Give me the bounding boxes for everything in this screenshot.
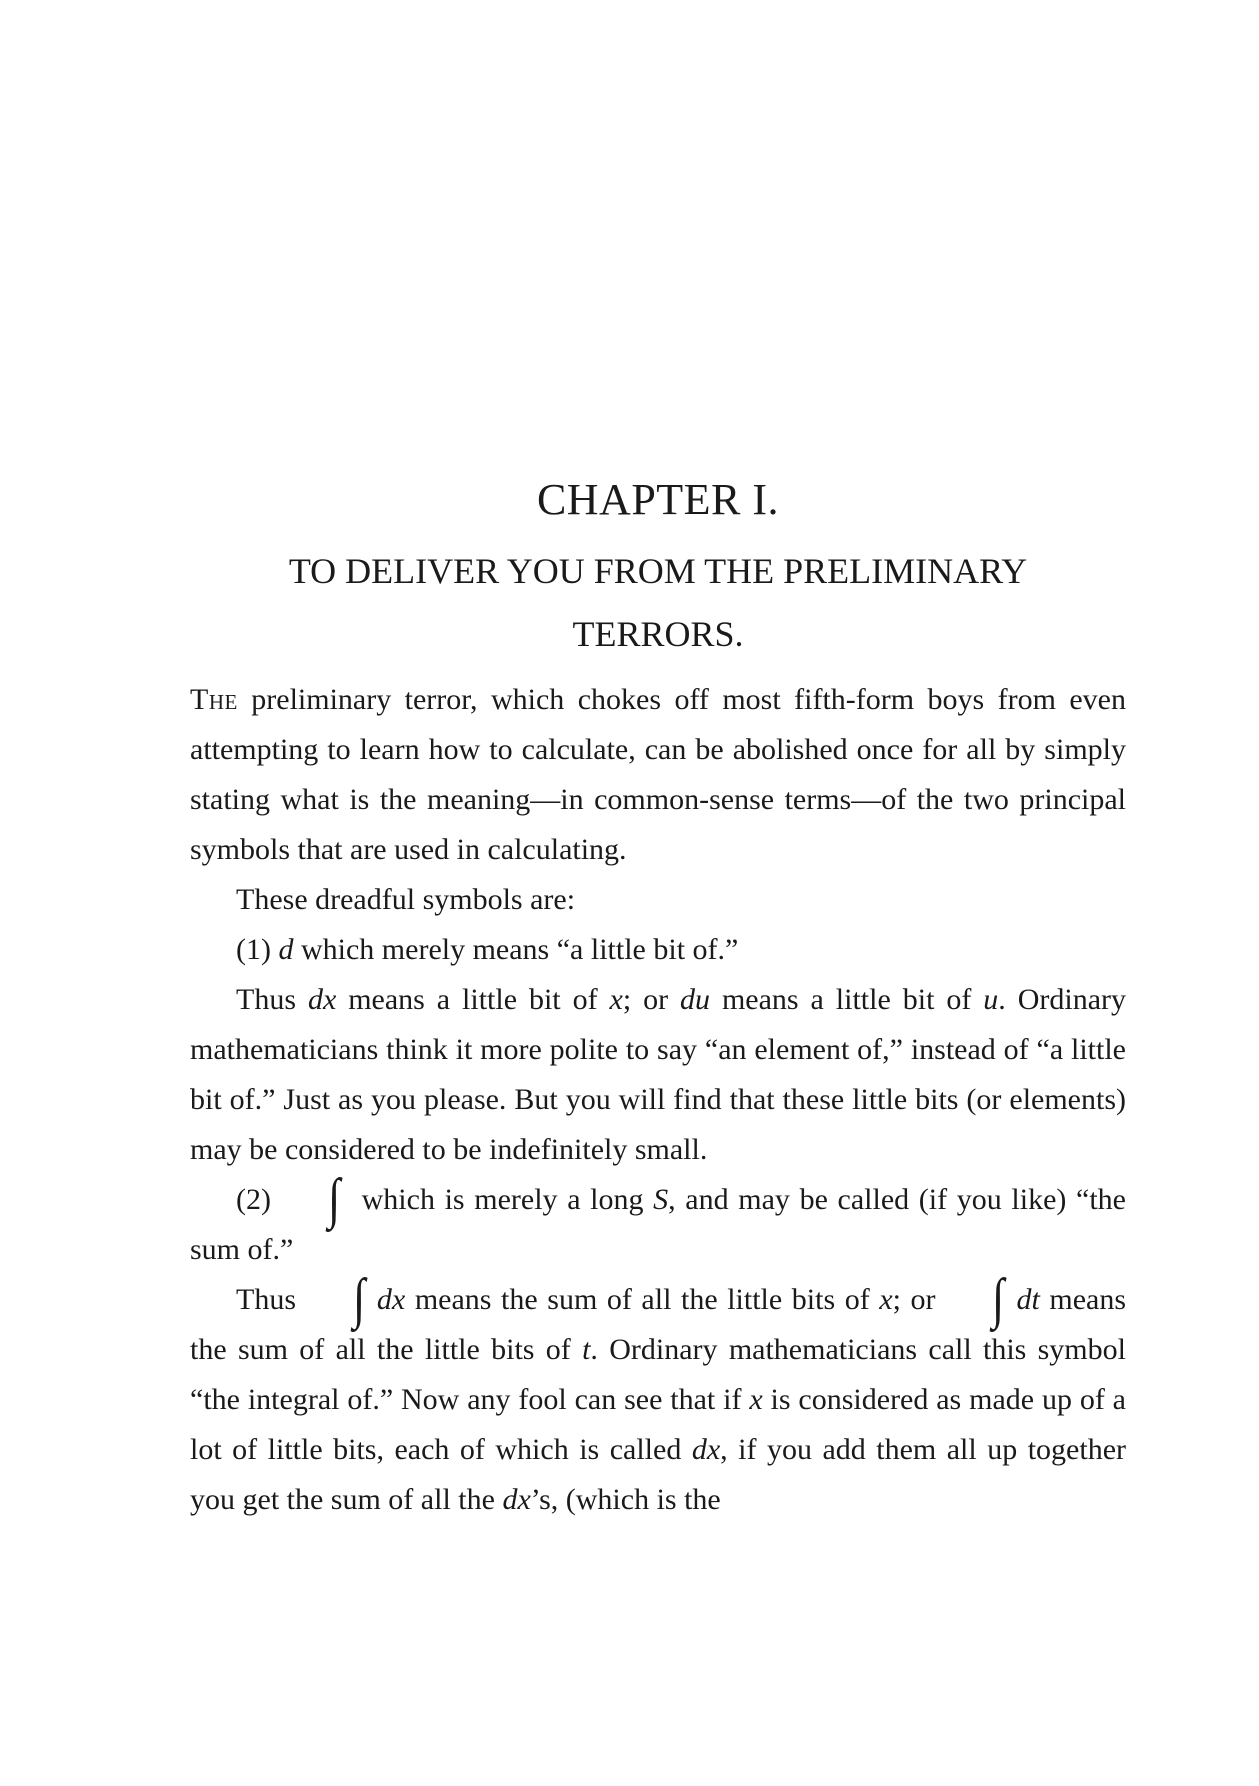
- math-x: x: [609, 983, 623, 1016]
- integral-sign: ∫: [327, 1168, 340, 1230]
- text-run: , and may be called (if you like) “the sum of.”: [190, 1183, 1127, 1266]
- math-dx: dx: [502, 1483, 531, 1516]
- chapter-subtitle-line-1: TO DELIVER YOU FROM THE PRELIMINARY: [288, 551, 1028, 591]
- math-dx: dx: [376, 1283, 406, 1316]
- math-dt: dt: [1016, 1283, 1040, 1316]
- math-t: t: [582, 1333, 591, 1366]
- paragraph-integral-explanation: [190, 1268, 1126, 1525]
- paragraph-symbol-2: [190, 1168, 1127, 1275]
- math-du: du: [680, 983, 711, 1016]
- symbol-1-text: which merely means “a little bit of.”: [293, 933, 739, 966]
- text-run: . Ordinary mathematicians call this symbol “the integral of.” Now any fool can see that if: [190, 1333, 1126, 1416]
- text-run: means the sum of all the little bits of: [405, 1283, 880, 1316]
- integral-sign: ∫: [992, 1268, 1005, 1330]
- text-run: is considered as made up of a lot of little bits, each of which is called: [190, 1383, 1126, 1466]
- text-run: ; or: [892, 1283, 946, 1316]
- math-x: x: [749, 1383, 763, 1416]
- text-run: , if you add them all up together you get the sum of all the: [190, 1433, 1126, 1516]
- math-S: S: [653, 1183, 669, 1216]
- math-dx: dx: [691, 1433, 721, 1466]
- chapter-title: CHAPTER I.: [536, 475, 780, 525]
- text-run: ; or: [622, 983, 681, 1016]
- math-u: u: [983, 983, 999, 1016]
- drop-word: The: [190, 683, 238, 716]
- paragraph-symbols-intro: These dreadful symbols are:: [236, 883, 576, 916]
- paragraph-dx-explanation: [190, 975, 1126, 1175]
- text-run: which is merely a long: [351, 1183, 654, 1216]
- text-run: means a little bit of: [710, 983, 984, 1016]
- text-run: . Ordinary mathematicians think it more polite to say “an element of,” instead of “a little bit of.” Just as you please. But you will find that these little bits (or elements) may be considered to be indefinitely small.: [190, 983, 1126, 1166]
- paragraph-symbol-1: [190, 925, 1126, 975]
- symbol-d: d: [278, 933, 294, 966]
- paragraph-intro: [190, 675, 1126, 875]
- integral-sign: ∫: [352, 1268, 365, 1330]
- chapter-subtitle-line-2: TERRORS.: [572, 614, 744, 654]
- paragraph-intro-text: preliminary terror, which chokes off most fifth-form boys from even attempting to learn how to calculate, can be abolished once for all by simply stating what is the meaning—in common-sense terms—of the two principal symbols that are used in calculating.: [190, 683, 1126, 866]
- text-run: means the sum of all the little bits of: [190, 1283, 1126, 1366]
- text-run: Thus: [236, 983, 308, 1016]
- text-run: means a little bit of: [336, 983, 610, 1016]
- symbol-1-number: (1): [236, 933, 279, 966]
- text-run: Thus: [236, 1283, 306, 1316]
- symbol-2-number: (2): [236, 1183, 281, 1216]
- text-run: ’s, (which is the: [530, 1483, 721, 1516]
- math-x: x: [879, 1283, 893, 1316]
- chapter-subtitle: [190, 540, 1126, 666]
- chapter-body: [190, 675, 1126, 1525]
- math-dx: dx: [307, 983, 337, 1016]
